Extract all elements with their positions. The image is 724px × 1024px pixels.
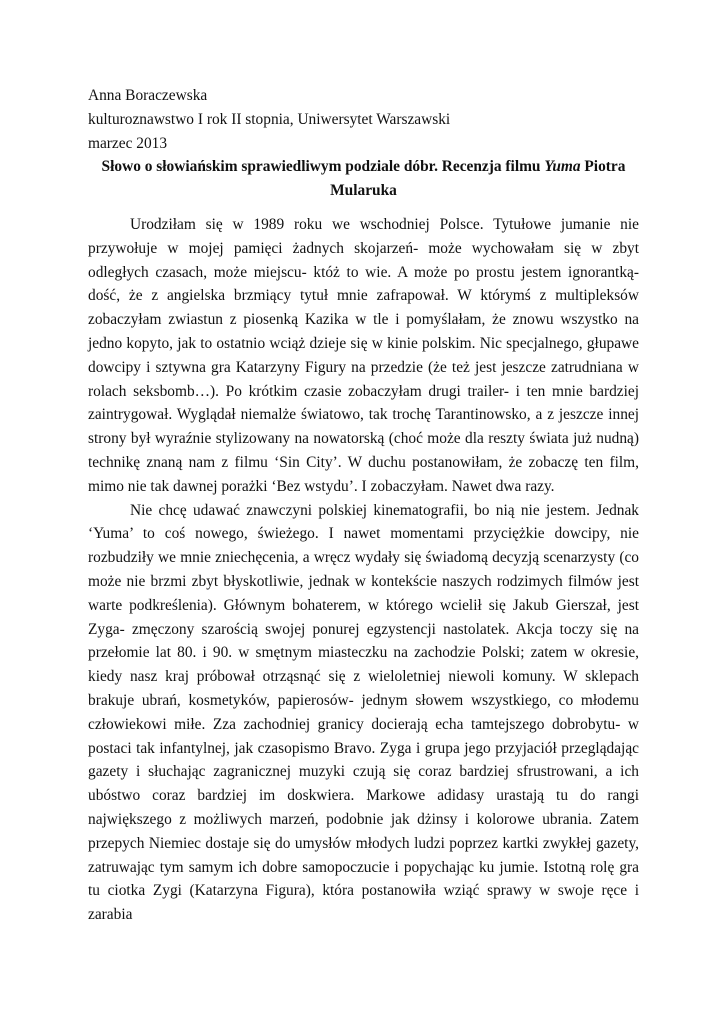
author-affiliation: kulturoznawstwo I rok II stopnia, Uniwersytet Warszawski bbox=[88, 110, 451, 128]
document-page bbox=[88, 84, 639, 927]
body-paragraph-2: Nie chcę udawać znawczyni polskiej kinematografii, bo nią nie jestem. Jednak ‘Yuma’ to coś nowego, świeżego. I nawet momentami przyciężkie dowcipy, nie rozbudziły we mnie zniechęcenia, a wręcz wydały się świadomą decyzją scenarzysty (co może nie brzmi zbyt błyskotliwie, jednak w kontekście naszych rodzimych filmów jest warte podkreślenia). Głównym bohaterem, w którego wcielił się Jakub Gierszał, jest Zyga- zmęczony szarością swojej ponurej egzystencji nastolatek. Akcja toczy się na przełomie lat 80. i 90. w smętnym miasteczku na zachodzie Polski; zatem w okresie, kiedy nasz kraj próbował otrząsnąć się z wieloletniej niewoli komuny. W sklepach brakuje ubrań, kosmetyków, papierosów- jednym słowem wszystkiego, co młodemu człowiekowi miłe. Zza zachodniej granicy docierają echa tamtejszego dobrobytu- w postaci tak infantylnej, jak czasopismo Bravo. Zyga i grupa jego przyjaciół przeglądając gazety i słuchając zagranicznej muzyki czują się coraz bardziej sfrustrowani, a ich ubóstwo coraz bardziej im doskwiera. Markowe adidasy urastają tu do rangi największego z możliwych marzeń, podobnie jak dżinsy i kolorowe ubrania. Zatem przepych Niemiec dostaje się do umysłów młodych ludzi poprzez kartki zwykłej gazety, zatruwając tym samym ich dobre samopoczucie i popychając ku jumie. Istotną rolę gra tu ciotka Zygi (Katarzyna Figura), która postanowiła wziąć sprawy w swoje ręce i zarabia bbox=[88, 501, 639, 924]
title-text-after: Piotra Mularuka bbox=[330, 158, 626, 200]
title-text-before: Słowo o słowiańskim sprawiedliwym podziale dóbr. Recenzja filmu bbox=[101, 158, 545, 176]
author-name: Anna Boraczewska bbox=[88, 87, 208, 104]
review-title bbox=[88, 155, 639, 203]
title-film-name: Yuma bbox=[544, 158, 581, 176]
document-date: marzec 2013 bbox=[88, 134, 168, 152]
title-block bbox=[88, 155, 639, 203]
body-paragraph-1: Urodziłam się w 1989 roku we wschodniej Polsce. Tytułowe jumanie nie przywołuje w mojej pamięci żadnych skojarzeń- może wychowałam się w zbyt odległych czasach, może miejscu- któż to wie. A może po prostu jestem ignorantką- dość, że z angielska brzmiący tytuł mnie zafrapował. W którymś z multipleksów zobaczyłam zwiastun z piosenką Kazika w tle i pomyślałam, że znowu wszystko na jedno kopyto, jak to ostatnio wciąż dzieje się w kinie polskim. Nic specjalnego, głupawe dowcipy i sztywna gra Katarzyny Figury na przedzie (że też jest jeszcze zatrudniana w rolach seksbomb…). Po krótkim czasie zobaczyłam drugi trailer- i ten mnie bardziej zaintrygował. Wyglądał niemalże światowo, tak trochę Tarantinowsko, a z jeszcze innej strony był wyraźnie stylizowany na nowatorską (choć może dla reszty świata już nudną) technikę znaną nam z filmu ‘Sin City’. W duchu postanowiłam, że zobaczę ten film, mimo nie tak dawnej porażki ‘Bez wstydu’. I zobaczyłam. Nawet dwa razy. bbox=[88, 215, 639, 495]
